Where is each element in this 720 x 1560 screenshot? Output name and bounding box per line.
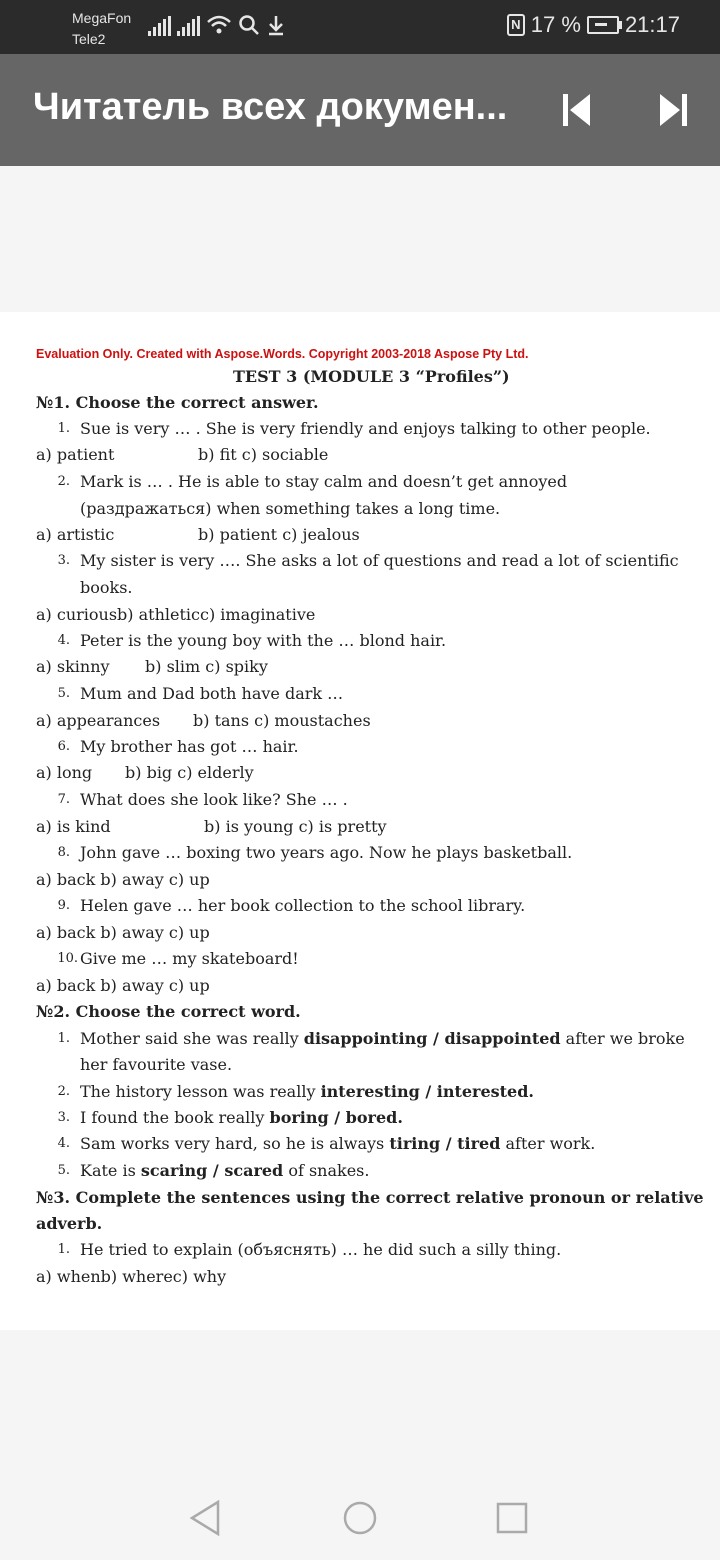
carrier-names <box>72 8 131 50</box>
list-number: 10. <box>57 951 78 966</box>
line-text: a) back b) away c) up <box>36 923 210 942</box>
doc-line <box>57 843 573 862</box>
line-text: her favourite vase. <box>80 1055 233 1074</box>
line-text: My brother has got … hair. <box>80 737 299 756</box>
doc-line <box>198 525 360 544</box>
doc-line <box>36 976 210 995</box>
list-number: 4. <box>57 633 70 648</box>
doc-line <box>36 1002 301 1021</box>
doc-line <box>57 790 348 809</box>
line-text: Sam works very hard, so he is always <box>80 1134 390 1153</box>
home-icon[interactable] <box>340 1498 380 1538</box>
list-number: 4. <box>57 1136 70 1151</box>
line-text: The history lesson was really <box>80 1082 321 1101</box>
line-text-tail: of snakes. <box>283 1161 370 1180</box>
doc-line <box>57 1240 562 1259</box>
doc-line <box>57 631 447 650</box>
line-text: adverb. <box>36 1214 103 1233</box>
list-number: 6. <box>57 739 70 754</box>
wifi-icon <box>206 14 232 36</box>
list-number: 3. <box>57 1110 70 1125</box>
line-text: b) tans c) moustaches <box>193 711 371 730</box>
bold-choice: boring / bored. <box>269 1108 403 1127</box>
list-number: 2. <box>57 1084 70 1099</box>
line-text: b) fit c) sociable <box>198 445 329 464</box>
list-number: 1. <box>57 1242 70 1257</box>
doc-line <box>57 684 344 703</box>
previous-page-button[interactable] <box>558 90 598 130</box>
line-text: Mother said she was really <box>80 1029 304 1048</box>
doc-line <box>80 1055 232 1074</box>
line-text: b) big c) elderly <box>125 763 254 782</box>
status-right <box>507 12 680 38</box>
doc-line <box>57 1134 596 1153</box>
doc-line <box>36 657 110 676</box>
list-number: 8. <box>57 845 70 860</box>
battery-percent: 17 % <box>530 12 581 37</box>
line-text: Give me … my skateboard! <box>80 949 299 968</box>
status-bar <box>0 0 720 54</box>
line-text: John gave … boxing two years ago. Now he plays basketball. <box>80 843 573 862</box>
line-text: I found the book really <box>80 1108 270 1127</box>
list-number: 9. <box>57 898 70 913</box>
line-text: Mum and Dad both have dark … <box>80 684 344 703</box>
download-icon <box>266 14 286 36</box>
line-text: a) artistic <box>36 525 115 544</box>
doc-line <box>125 763 254 782</box>
line-text: Peter is the young boy with the … blond hair. <box>80 631 447 650</box>
line-text: b) patient c) jealous <box>198 525 360 544</box>
nfc-icon: N <box>507 14 525 36</box>
system-nav-bar <box>0 1476 720 1560</box>
doc-line <box>57 419 651 438</box>
doc-line <box>36 525 114 544</box>
doc-line <box>36 923 210 942</box>
doc-line <box>57 737 299 756</box>
app-bar <box>0 54 720 166</box>
app-title: Читатель всех докумен... <box>33 86 508 128</box>
battery-icon <box>587 16 619 34</box>
bold-choice: interesting / interested. <box>320 1082 534 1101</box>
doc-line <box>57 1161 370 1180</box>
line-text: a) curiousb) athleticc) imaginative <box>36 605 316 624</box>
list-number: 1. <box>57 1031 70 1046</box>
line-text: Kate is <box>80 1161 141 1180</box>
line-text: Mark is … . He is able to stay calm and doesn’t get annoyed <box>80 472 568 491</box>
signal-icons <box>148 14 286 36</box>
line-text: a) is kind <box>36 817 111 836</box>
line-text: a) skinny <box>36 657 110 676</box>
list-number: 3. <box>57 553 70 568</box>
doc-line <box>204 817 387 836</box>
doc-line <box>36 1188 704 1207</box>
doc-line <box>57 1029 685 1048</box>
bold-choice: disappointing / disappointed <box>303 1029 561 1048</box>
line-text-tail: after work. <box>500 1134 596 1153</box>
doc-line <box>57 1082 534 1101</box>
document-page <box>0 312 720 1330</box>
line-text: TEST 3 (MODULE 3 “Profiles”) <box>233 367 510 386</box>
doc-line <box>57 551 679 570</box>
line-text: a) back b) away c) up <box>36 870 210 889</box>
carrier-1: MegaFon <box>72 10 132 26</box>
line-text-tail: after we broke <box>560 1029 685 1048</box>
doc-line <box>145 657 268 676</box>
doc-line <box>36 1214 102 1233</box>
line-text: b) slim c) spiky <box>145 657 268 676</box>
line-text: Sue is very … . She is very friendly and enjoys talking to other people. <box>80 419 651 438</box>
clock: 21:17 <box>624 12 680 37</box>
list-number: 5. <box>57 1163 70 1178</box>
doc-line <box>36 711 160 730</box>
list-number: 5. <box>57 686 70 701</box>
doc-line <box>57 1108 403 1127</box>
doc-line <box>57 896 526 915</box>
line-text: books. <box>80 578 133 597</box>
next-page-button[interactable] <box>652 90 692 130</box>
line-text: a) long <box>36 763 93 782</box>
line-text: Helen gave … her book collection to the school library. <box>80 896 526 915</box>
line-text: My sister is very …. She asks a lot of questions and read a lot of scientific <box>80 551 679 570</box>
carrier-2: Tele2 <box>72 31 106 47</box>
search-icon <box>238 14 260 36</box>
doc-line <box>36 763 92 782</box>
doc-line <box>36 445 114 464</box>
signal-2-icon <box>177 16 200 36</box>
list-number: 2. <box>57 474 70 489</box>
line-text: a) appearances <box>36 711 161 730</box>
line-text: a) whenb) wherec) why <box>36 1267 227 1286</box>
doc-line <box>36 1267 226 1286</box>
evaluation-notice: Evaluation Only. Created with Aspose.Words. Copyright 2003-2018 Aspose Pty Ltd. <box>36 347 529 361</box>
back-icon[interactable] <box>186 1498 226 1538</box>
doc-line <box>36 870 210 889</box>
line-text: №2. Choose the correct word. <box>36 1002 301 1021</box>
recents-icon[interactable] <box>492 1498 532 1538</box>
doc-line <box>57 472 568 491</box>
doc-line <box>80 578 133 597</box>
line-text: b) is young c) is pretty <box>204 817 387 836</box>
doc-line <box>193 711 371 730</box>
doc-line <box>57 949 299 968</box>
bold-choice: scaring / scared <box>140 1161 284 1180</box>
signal-1-icon <box>148 16 171 36</box>
doc-line <box>36 605 315 624</box>
line-text: What does she look like? She … . <box>80 790 348 809</box>
line-text: a) back b) away c) up <box>36 976 210 995</box>
line-text: №3. Complete the sentences using the correct relative pronoun or relative <box>36 1188 704 1207</box>
bold-choice: tiring / tired <box>389 1134 501 1153</box>
doc-line <box>80 499 500 518</box>
line-text: №1. Choose the correct answer. <box>36 393 319 412</box>
doc-line <box>198 445 328 464</box>
line-text: He tried to explain (объяснять) … he did such a silly thing. <box>80 1240 562 1259</box>
doc-line <box>36 817 111 836</box>
doc-line <box>233 367 510 386</box>
list-number: 1. <box>57 421 70 436</box>
line-text: a) patient <box>36 445 115 464</box>
list-number: 7. <box>57 792 70 807</box>
line-text: (раздражаться) when something takes a long time. <box>80 499 501 518</box>
doc-line <box>36 393 319 412</box>
